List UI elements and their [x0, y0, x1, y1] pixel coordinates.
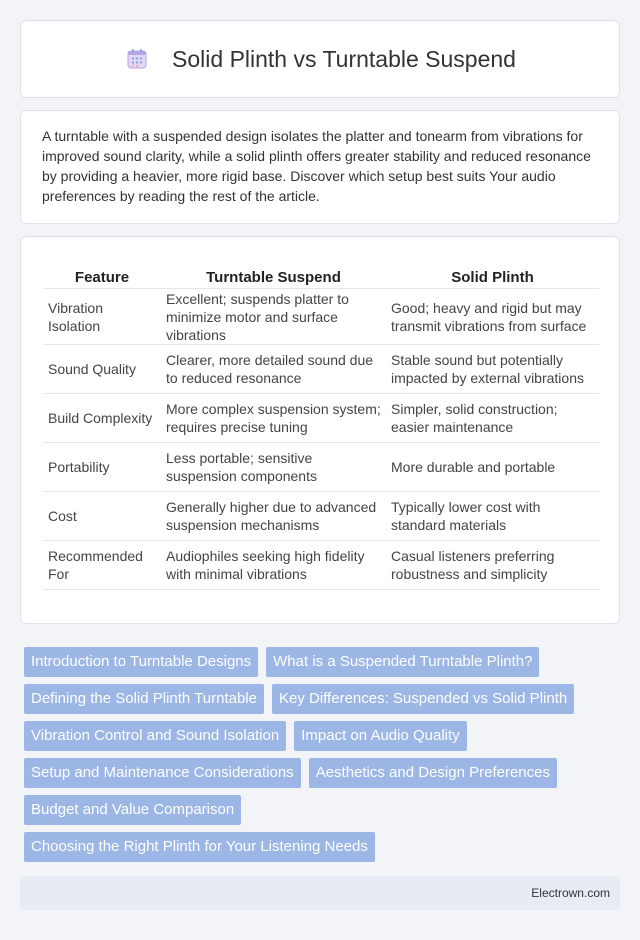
- intro-paragraph: A turntable with a suspended design isolates the platter and tonearm from vibrations for improved sound clarity, while a solid plinth offers greater stability and reduced resonance by providing a heavier, more rigid base. Discover which setup best suits Your audio preferences by reading the rest of the article.: [42, 128, 591, 204]
- footer-site-name: Electrown.com: [531, 886, 610, 900]
- suspend-cell: Generally higher due to advanced suspension mechanisms: [161, 492, 386, 541]
- header-turntable-suspend: Turntable Suspend: [161, 263, 386, 289]
- table-header-row: [43, 263, 599, 289]
- tag-row: [24, 684, 614, 714]
- tag-introduction[interactable]: Introduction to Turntable Designs: [24, 647, 258, 677]
- suspend-cell: Less portable; sensitive suspension components: [161, 443, 386, 492]
- header-feature: Feature: [43, 263, 161, 289]
- comparison-table-card: [20, 236, 620, 624]
- suspend-cell: Clearer, more detailed sound due to reduced resonance: [161, 345, 386, 394]
- suspend-cell: More complex suspension system; requires precise tuning: [161, 394, 386, 443]
- tag-row: [24, 795, 614, 825]
- plinth-cell: Typically lower cost with standard materials: [386, 492, 599, 541]
- page-title: Solid Plinth vs Turntable Suspend: [172, 45, 516, 72]
- tag-row: [24, 832, 614, 862]
- plinth-cell: More durable and portable: [386, 443, 599, 492]
- tag-solid-plinth[interactable]: Defining the Solid Plinth Turntable: [24, 684, 264, 714]
- table-row: [43, 492, 599, 541]
- tag-row: [24, 758, 614, 788]
- plinth-cell: Stable sound but potentially impacted by external vibrations: [386, 345, 599, 394]
- tag-row: [24, 721, 614, 751]
- plinth-cell: Casual listeners preferring robustness and simplicity: [386, 541, 599, 590]
- table-row: [43, 394, 599, 443]
- tag-choosing-plinth[interactable]: Choosing the Right Plinth for Your Listening Needs: [24, 832, 375, 862]
- tag-vibration-control[interactable]: Vibration Control and Sound Isolation: [24, 721, 286, 751]
- tag-key-differences[interactable]: Key Differences: Suspended vs Solid Plinth: [272, 684, 574, 714]
- table-row: [43, 443, 599, 492]
- tag-row: [24, 647, 614, 677]
- topic-tags: [24, 647, 614, 869]
- intro-card: [20, 110, 620, 224]
- feature-cell: Portability: [43, 443, 161, 492]
- comparison-table: [43, 263, 599, 590]
- tag-budget[interactable]: Budget and Value Comparison: [24, 795, 241, 825]
- calendar-grid-icon: [124, 46, 150, 72]
- header-solid-plinth: Solid Plinth: [386, 263, 599, 289]
- feature-cell: Sound Quality: [43, 345, 161, 394]
- feature-cell: Cost: [43, 492, 161, 541]
- suspend-cell: Excellent; suspends platter to minimize motor and surface vibrations: [161, 289, 386, 345]
- tag-aesthetics[interactable]: Aesthetics and Design Preferences: [309, 758, 557, 788]
- title-card: [20, 20, 620, 98]
- plinth-cell: Simpler, solid construction; easier maintenance: [386, 394, 599, 443]
- feature-cell: Vibration Isolation: [43, 289, 161, 345]
- tag-suspended-plinth[interactable]: What is a Suspended Turntable Plinth?: [266, 647, 539, 677]
- tag-audio-quality[interactable]: Impact on Audio Quality: [294, 721, 466, 751]
- feature-cell: Build Complexity: [43, 394, 161, 443]
- footer: [20, 876, 620, 910]
- table-row: [43, 541, 599, 590]
- table-row: [43, 289, 599, 345]
- plinth-cell: Good; heavy and rigid but may transmit vibrations from surface: [386, 289, 599, 345]
- table-row: [43, 345, 599, 394]
- suspend-cell: Audiophiles seeking high fidelity with minimal vibrations: [161, 541, 386, 590]
- tag-setup-maintenance[interactable]: Setup and Maintenance Considerations: [24, 758, 301, 788]
- feature-cell: Recommended For: [43, 541, 161, 590]
